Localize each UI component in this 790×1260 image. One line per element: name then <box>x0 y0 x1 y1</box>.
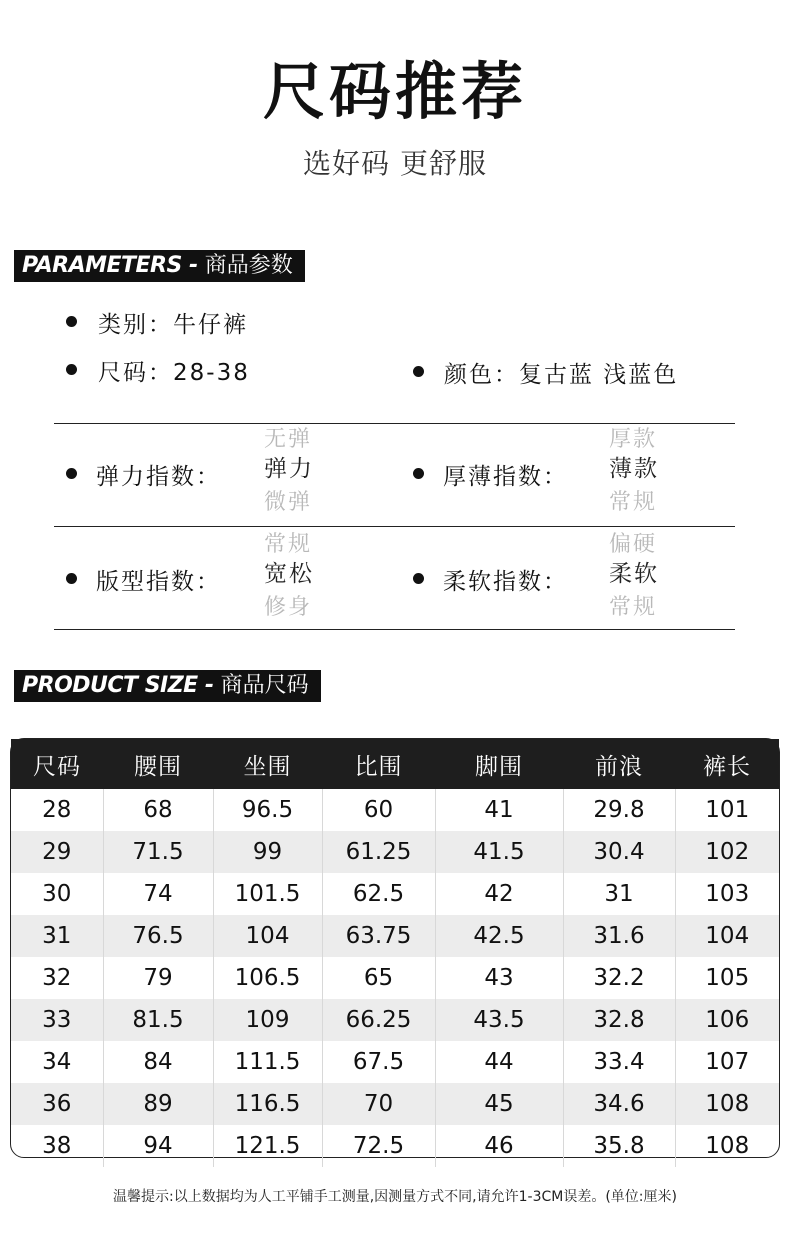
table-cell: 35.8 <box>563 1125 675 1167</box>
table-cell: 29 <box>11 831 103 873</box>
table-cell: 105 <box>675 957 779 999</box>
table-cell: 116.5 <box>213 1083 322 1125</box>
table-cell: 74 <box>103 873 213 915</box>
elasticity-option-selected: 弹力 <box>264 456 314 482</box>
table-cell: 43.5 <box>435 999 563 1041</box>
table-cell: 71.5 <box>103 831 213 873</box>
table-cell: 41 <box>435 789 563 831</box>
table-cell: 79 <box>103 957 213 999</box>
size-param <box>98 354 250 387</box>
color-param <box>444 356 678 389</box>
table-cell: 81.5 <box>103 999 213 1041</box>
table-cell: 33.4 <box>563 1041 675 1083</box>
size-tag-en: PRODUCT SIZE - <box>22 673 221 698</box>
fit-scale <box>264 532 334 620</box>
table-cell: 34 <box>42 1049 72 1075</box>
thickness-option-selected: 薄款 <box>609 456 659 482</box>
table-row <box>11 1041 779 1083</box>
softness-option-selected: 柔软 <box>609 561 659 587</box>
table-cell: 102 <box>675 831 779 873</box>
table-cell: 41.5 <box>435 831 563 873</box>
table-cell: 68 <box>103 789 213 831</box>
elasticity-option-below: 微弹 <box>264 490 313 515</box>
footnote: 温馨提示:以上数据均为人工平铺手工测量,因测量方式不同,请允许1-3CM误差。(单位:厘米) <box>113 1189 677 1205</box>
table-row <box>11 831 779 873</box>
softness-option-above: 偏硬 <box>609 532 658 557</box>
header-front-rise: 前浪 <box>563 739 675 789</box>
table-cell: 60 <box>322 789 435 831</box>
table-row <box>11 789 779 831</box>
table-cell: 42 <box>435 873 563 915</box>
table-cell: 104 <box>675 915 779 957</box>
table-cell: 45 <box>435 1083 563 1125</box>
header-size: 尺码 <box>11 739 103 789</box>
header-leg-opening: 脚围 <box>435 739 563 789</box>
divider <box>54 526 735 527</box>
table-cell: 32 <box>42 965 72 991</box>
table-cell: 38 <box>42 1133 72 1159</box>
table-cell: 108 <box>675 1083 779 1125</box>
table-cell: 43 <box>435 957 563 999</box>
table-cell: 65 <box>322 957 435 999</box>
table-cell: 42.5 <box>435 915 563 957</box>
table-cell: 31 <box>11 915 103 957</box>
table-cell: 31.6 <box>563 915 675 957</box>
table-cell: 33 <box>11 999 103 1041</box>
fit-label: 版型指数： <box>96 569 221 595</box>
table-cell: 96.5 <box>213 789 322 831</box>
table-cell: 103 <box>675 873 779 915</box>
table-cell: 31 <box>563 873 675 915</box>
table-cell: 76.5 <box>103 915 213 957</box>
table-row <box>11 1125 779 1167</box>
table-cell: 44 <box>435 1041 563 1083</box>
category-value: 牛仔裤 <box>173 312 248 338</box>
table-row <box>11 957 779 999</box>
table-cell: 67.5 <box>322 1041 435 1083</box>
table-cell: 106 <box>675 999 779 1041</box>
size-label: 尺码： <box>98 360 173 386</box>
bullet-icon <box>413 366 424 377</box>
table-cell: 63.75 <box>322 915 435 957</box>
table-cell: 30 <box>42 881 72 907</box>
table-cell: 94 <box>103 1125 213 1167</box>
table-cell: 99 <box>213 831 322 873</box>
thickness-scale <box>609 427 679 515</box>
table-row <box>11 873 779 915</box>
table-cell: 84 <box>103 1041 213 1083</box>
table-cell: 66.25 <box>322 999 435 1041</box>
softness-scale <box>609 532 679 620</box>
color-value: 复古蓝 浅蓝色 <box>519 362 679 388</box>
elasticity-scale <box>264 427 334 515</box>
table-cell: 121.5 <box>213 1125 322 1167</box>
table-cell: 104 <box>213 915 322 957</box>
table-cell: 30.4 <box>563 831 675 873</box>
table-cell: 34.6 <box>563 1083 675 1125</box>
softness-label: 柔软指数： <box>443 569 568 595</box>
page-title: 尺码推荐 <box>262 55 527 128</box>
elasticity-label: 弹力指数： <box>96 464 221 490</box>
bullet-icon <box>413 573 424 584</box>
parameters-section-tag <box>14 250 305 282</box>
header-length: 裤长 <box>675 739 779 789</box>
size-table <box>10 738 780 1158</box>
table-cell: 111.5 <box>213 1041 322 1083</box>
color-label: 颜色： <box>444 362 519 388</box>
bullet-icon <box>66 573 77 584</box>
header-waist: 腰围 <box>103 739 213 789</box>
table-cell: 89 <box>103 1083 213 1125</box>
table-row <box>11 915 779 957</box>
fit-option-above: 常规 <box>264 532 313 557</box>
parameters-tag-cn: 商品参数 <box>204 253 293 278</box>
table-cell: 106.5 <box>213 957 322 999</box>
thickness-label: 厚薄指数： <box>443 464 568 490</box>
table-cell: 101 <box>675 789 779 831</box>
thickness-option-above: 厚款 <box>609 427 658 452</box>
table-header-row <box>11 739 779 789</box>
thickness-option-below: 常规 <box>609 490 658 515</box>
parameters-tag-en: PARAMETERS - <box>22 253 205 278</box>
table-cell: 32.8 <box>563 999 675 1041</box>
size-section-tag <box>14 670 321 702</box>
table-cell: 70 <box>322 1083 435 1125</box>
table-cell: 29.8 <box>563 789 675 831</box>
table-row <box>11 999 779 1041</box>
divider <box>54 629 735 630</box>
softness-option-below: 常规 <box>609 595 658 620</box>
page-subtitle: 选好码 更舒服 <box>303 147 487 180</box>
table-cell: 36 <box>11 1083 103 1125</box>
table-row <box>11 1083 779 1125</box>
category-param <box>98 306 248 339</box>
fit-option-below: 修身 <box>264 595 313 620</box>
table-cell: 108 <box>675 1125 779 1167</box>
bullet-icon <box>66 468 77 479</box>
header-hip: 坐围 <box>213 739 322 789</box>
table-cell: 72.5 <box>322 1125 435 1167</box>
header-thigh: 比围 <box>322 739 435 789</box>
table-cell: 101.5 <box>213 873 322 915</box>
table-cell: 28 <box>42 797 72 823</box>
table-cell: 46 <box>435 1125 563 1167</box>
size-value: 28-38 <box>173 360 250 386</box>
table-cell: 107 <box>675 1041 779 1083</box>
bullet-icon <box>413 468 424 479</box>
table-cell: 109 <box>213 999 322 1041</box>
category-label: 类别： <box>98 312 173 338</box>
table-cell: 61.25 <box>322 831 435 873</box>
bullet-icon <box>66 364 77 375</box>
table-cell: 62.5 <box>322 873 435 915</box>
elasticity-option-above: 无弹 <box>264 427 313 452</box>
table-cell: 32.2 <box>563 957 675 999</box>
divider <box>54 423 735 424</box>
size-tag-cn: 商品尺码 <box>220 673 309 698</box>
bullet-icon <box>66 316 77 327</box>
fit-option-selected: 宽松 <box>264 561 314 587</box>
